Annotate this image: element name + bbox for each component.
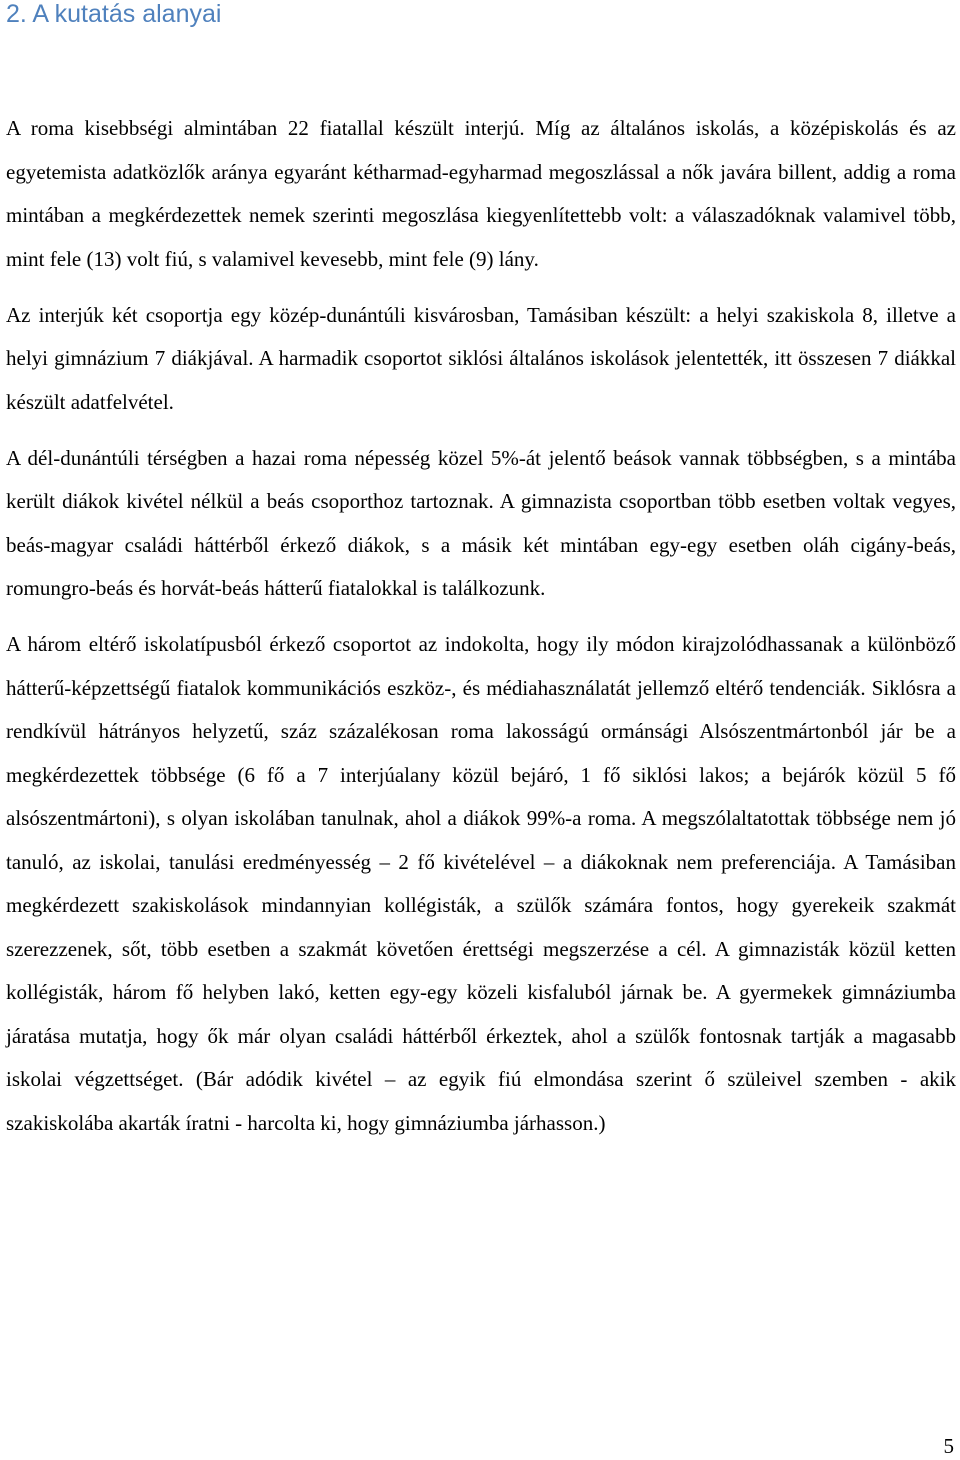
paragraph-school-types: A három eltérő iskolatípusból érkező csoportot az indokolta, hogy ily módon kirajzolódhassanak a különböző hátterű-képzettségű fiatalok kommunikációs eszköz-, és médiahasználatát jellemző eltérő tendenciák. Siklósra a rendkívül hátrányos helyzetű, száz százalékosan roma lakosságú ormánsági Alsószentmártonból jár be a megkérdezettek többsége (6 fő a 7 interjúalany közül bejáró, 1 fő siklósi lakos; a bejárók közül 5 fő alsószentmártoni), s olyan iskolában tanulnak, ahol a diákok 99%-a roma. A megszólaltatottak többsége nem jó tanuló, az iskolai, tanulási eredményesség – 2 fő kivételével – a diákoknak nem preferenciája. A Tamásiban megkérdezett szakiskolások mindannyian kollégisták, a szülők számára fontos, hogy gyerekeik szakmát szerezzenek, sőt, több esetben a szakmát követően érettségi megszerzése a cél. A gimnazisták közül ketten kollégisták, három fő helyben lakó, ketten egy-egy közeli kisfaluból járnak be. A gyermekek gimnáziumba járatása mutatja, hogy ők már olyan családi háttérből érkeztek, ahol a szülők fontosnak tartják a magasabb iskolai végzettséget. (Bár adódik kivétel – az egyik fiú elmondása szerint ő szüleivel szemben - akik szakiskolába akarták íratni - harcolta ki, hogy gimnáziumba járhasson.) [6,632,956,1135]
paragraph-interview-groups: Az interjúk két csoportja egy közép-dunántúli kisvárosban, Tamásiban készült: a helyi szakiskola 8, illetve a helyi gimnázium 7 diákjával. A harmadik csoportot siklósi általános iskolások jelentették, itt összesen 7 diákkal készült adatfelvétel. [6,302,956,414]
page-number: 5 [943,1434,954,1458]
paragraph-beas-background: A dél-dunántúli térségben a hazai roma népesség közel 5%-át jelentő beások vannak többségben, s a mintába került diákok kivétel nélkül a beás csoporthoz tartoznak. A gimnazista csoportban több esetben voltak vegyes, beás-magyar családi háttérből érkező diákok, s a másik két mintában egy-egy esetben oláh cigány-beás, romungro-beás és horvát-beás hátterű fiatalokkal is találkozunk. [6,445,956,600]
body-text [6,107,956,1158]
paragraph-sample-gender: A roma kisebbségi almintában 22 fiatallal készült interjú. Míg az általános iskolás, a középiskolás és az egyetemista adatközlők aránya egyaránt kétharmad-egyharmad megoszlással a nők javára billent, addig a roma mintában a megkérdezettek nemek szerinti megoszlása kiegyenlítettebb volt: a válaszadóknak valamivel több, mint fele (13) volt fiú, s valamivel kevesebb, mint fele (9) lány. [6,116,956,271]
section-heading: 2. A kutatás alanyai [6,0,222,28]
